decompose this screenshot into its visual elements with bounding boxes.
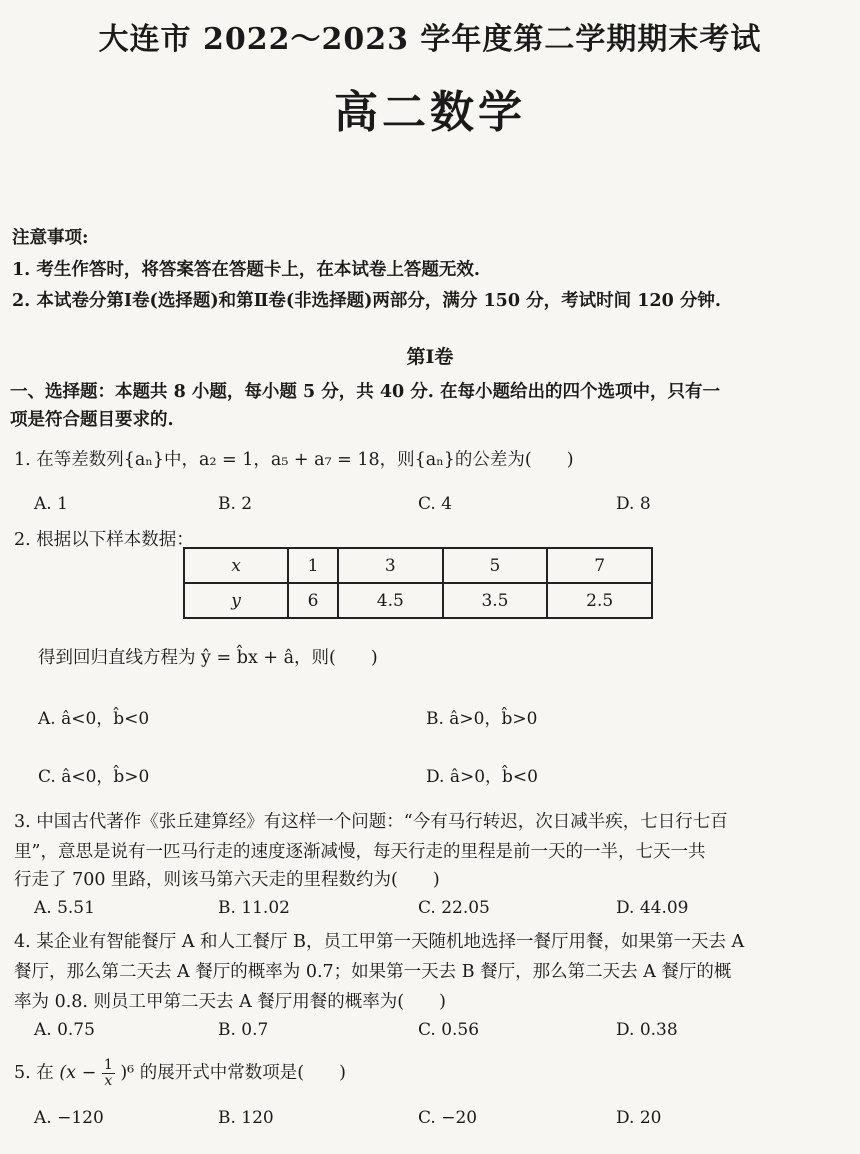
q2-option-d: D. â>0，b̂<0 — [426, 767, 538, 787]
table-cell: 7 — [547, 548, 652, 583]
q1-option-c: C. 4 — [418, 494, 453, 514]
q5-stem — [14, 1058, 346, 1089]
table-cell: 3 — [338, 548, 443, 583]
q5-expr-left: (x − — [59, 1063, 97, 1083]
q4-line-3: 率为 0.8. 则员工甲第二天去 A 餐厅用餐的概率为( ) — [14, 992, 446, 1012]
q1-stem: 1. 在等差数列{aₙ}中，a₂ = 1，a₅ + a₇ = 18，则{aₙ}的公差为( ) — [14, 450, 574, 470]
table-label-x: x — [184, 548, 288, 583]
q4-option-d: D. 0.38 — [616, 1020, 678, 1040]
q3-option-d: D. 44.09 — [616, 898, 689, 918]
q1-option-a: A. 1 — [34, 494, 68, 514]
q4-line-2: 餐厅，那么第二天去 A 餐厅的概率为 0.7；如果第一天去 B 餐厅，那么第二天去 A 餐厅的概 — [14, 962, 732, 982]
section-instructions-2: 项是符合题目要求的. — [10, 410, 174, 430]
subject-title: 高二数学 — [334, 87, 526, 138]
q3-option-b: B. 11.02 — [218, 898, 290, 918]
q2-follow: 得到回归直线方程为 ŷ = b̂x + â，则( ) — [38, 648, 378, 668]
table-cell: 5 — [443, 548, 548, 583]
table-cell: 3.5 — [443, 583, 548, 618]
q3-option-c: C. 22.05 — [418, 898, 490, 918]
q5-suffix: 的展开式中常数项是( ) — [139, 1063, 346, 1083]
q2-option-c: C. â<0，b̂>0 — [38, 767, 150, 787]
q3-line-3: 行走了 700 里路，则该马第六天走的里程数约为( ) — [14, 870, 440, 890]
q5-prefix: 5. 在 — [14, 1063, 54, 1083]
table-label-y: y — [184, 583, 288, 618]
note-item-2: 2. 本试卷分第Ⅰ卷(选择题)和第Ⅱ卷(非选择题)两部分，满分 150 分，考试时间 120 分钟. — [12, 291, 721, 311]
q4-option-b: B. 0.7 — [218, 1020, 269, 1040]
q4-line-1: 4. 某企业有智能餐厅 A 和人工餐厅 B，员工甲第一天随机地选择一餐厅用餐，如果第一天去 A — [14, 932, 745, 952]
table-cell: 1 — [288, 548, 338, 583]
table-row-y — [184, 583, 652, 618]
q5-option-a: A. −120 — [34, 1108, 104, 1128]
exam-title: 大连市 2022～2023 学年度第二学期期末考试 — [98, 22, 762, 57]
q3-line-2: 里”，意思是说有一匹马行走的速度逐渐减慢，每天行走的里程是前一天的一半，七天一共 — [14, 842, 706, 862]
q3-option-a: A. 5.51 — [34, 898, 95, 918]
note-item-1: 1. 考生作答时，将答案答在答题卡上，在本试卷上答题无效. — [12, 260, 480, 280]
q5-fraction — [102, 1058, 115, 1089]
q2-option-a: A. â<0，b̂<0 — [38, 709, 150, 729]
q5-expr-right: )⁶ — [120, 1063, 135, 1083]
q5-fraction-denominator: x — [104, 1073, 113, 1089]
q2-stem: 2. 根据以下样本数据： — [14, 530, 194, 550]
section-instructions-1: 一、选择题：本题共 8 小题，每小题 5 分，共 40 分. 在每小题给出的四个选项中，只有一 — [10, 382, 720, 402]
table-row-x — [184, 548, 652, 583]
table-cell: 6 — [288, 583, 338, 618]
q4-option-a: A. 0.75 — [34, 1020, 95, 1040]
q3-line-1: 3. 中国古代著作《张丘建算经》有这样一个问题：“今有马行转迟，次日减半疾，七日行七百 — [14, 812, 728, 832]
q4-option-c: C. 0.56 — [418, 1020, 480, 1040]
section-title: 第Ⅰ卷 — [406, 346, 454, 368]
sample-data-table — [183, 547, 653, 619]
table-cell: 4.5 — [338, 583, 443, 618]
q2-option-b: B. â>0，b̂>0 — [426, 709, 538, 729]
q5-option-c: C. −20 — [418, 1108, 478, 1128]
q1-option-d: D. 8 — [616, 494, 651, 514]
q5-option-b: B. 120 — [218, 1108, 274, 1128]
q5-option-d: D. 20 — [616, 1108, 662, 1128]
q5-fraction-numerator: 1 — [103, 1057, 113, 1073]
notes-heading: 注意事项: — [12, 228, 89, 248]
table-cell: 2.5 — [547, 583, 652, 618]
q1-option-b: B. 2 — [218, 494, 253, 514]
